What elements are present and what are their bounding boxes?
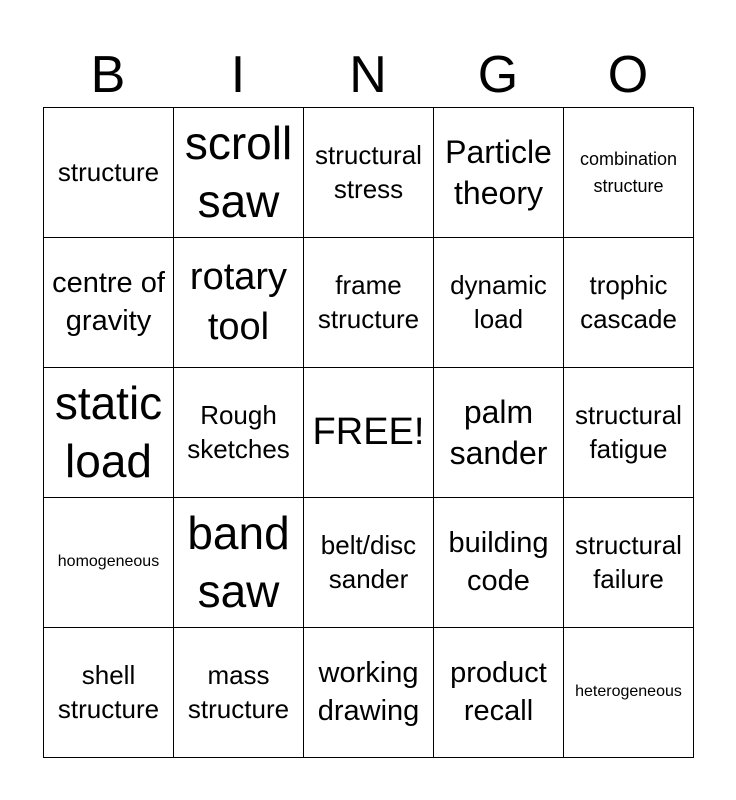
- bingo-cell[interactable]: [564, 108, 694, 238]
- cell-label: frame structure: [317, 269, 420, 334]
- header-letter-b: B: [90, 46, 126, 104]
- bingo-cell[interactable]: [434, 238, 564, 368]
- cell-label: belt/disc sander: [320, 529, 417, 594]
- bingo-cell[interactable]: [564, 628, 694, 758]
- bingo-cell[interactable]: [434, 498, 564, 628]
- cell-label: static load: [54, 377, 163, 487]
- bingo-cell[interactable]: [434, 628, 564, 758]
- bingo-cell[interactable]: [174, 108, 304, 238]
- free-space-label: FREE!: [312, 410, 425, 453]
- bingo-cell[interactable]: [44, 108, 174, 238]
- bingo-cell[interactable]: [434, 368, 564, 498]
- header-letter-o: O: [607, 46, 649, 104]
- bingo-cell[interactable]: [174, 368, 304, 498]
- bingo-cell[interactable]: [434, 108, 564, 238]
- cell-label: Rough sketches: [187, 399, 290, 464]
- bingo-cell[interactable]: [304, 628, 434, 758]
- bingo-cell[interactable]: [564, 238, 694, 368]
- bingo-cell[interactable]: [564, 368, 694, 498]
- bingo-cell[interactable]: [564, 498, 694, 628]
- bingo-cell[interactable]: [304, 238, 434, 368]
- cell-label: dynamic load: [450, 269, 547, 334]
- bingo-board: [43, 107, 694, 758]
- bingo-cell[interactable]: [44, 368, 174, 498]
- cell-label: Particle theory: [445, 133, 552, 211]
- cell-label: shell structure: [57, 659, 160, 724]
- cell-label: structural failure: [575, 529, 682, 594]
- bingo-cell[interactable]: [304, 498, 434, 628]
- cell-label: centre of gravity: [52, 266, 165, 337]
- free-space-cell[interactable]: [304, 368, 434, 498]
- cell-label: structural fatigue: [575, 399, 682, 464]
- cell-label: product recall: [450, 656, 547, 727]
- bingo-header: [43, 42, 693, 108]
- bingo-cell[interactable]: [174, 498, 304, 628]
- cell-label: rotary tool: [189, 256, 288, 348]
- bingo-cell[interactable]: [44, 498, 174, 628]
- cell-label: scroll saw: [184, 117, 293, 227]
- bingo-cell[interactable]: [304, 108, 434, 238]
- cell-label: trophic cascade: [580, 269, 677, 334]
- cell-label: heterogeneous: [575, 683, 682, 701]
- cell-label: combination structure: [579, 149, 678, 196]
- bingo-cell[interactable]: [44, 628, 174, 758]
- cell-label: building code: [448, 526, 549, 597]
- cell-label: palm sander: [449, 393, 548, 471]
- bingo-cell[interactable]: [44, 238, 174, 368]
- cell-label: homogeneous: [57, 553, 160, 571]
- cell-label: working drawing: [317, 656, 420, 727]
- bingo-cell[interactable]: [174, 238, 304, 368]
- cell-label: band saw: [187, 507, 290, 617]
- header-letter-n: N: [349, 46, 387, 104]
- header-letter-g: G: [477, 46, 519, 104]
- cell-label: structure: [57, 156, 160, 187]
- cell-label: structural stress: [315, 139, 422, 204]
- bingo-cell[interactable]: [174, 628, 304, 758]
- header-letter-i: I: [230, 46, 246, 104]
- cell-label: mass structure: [187, 659, 290, 724]
